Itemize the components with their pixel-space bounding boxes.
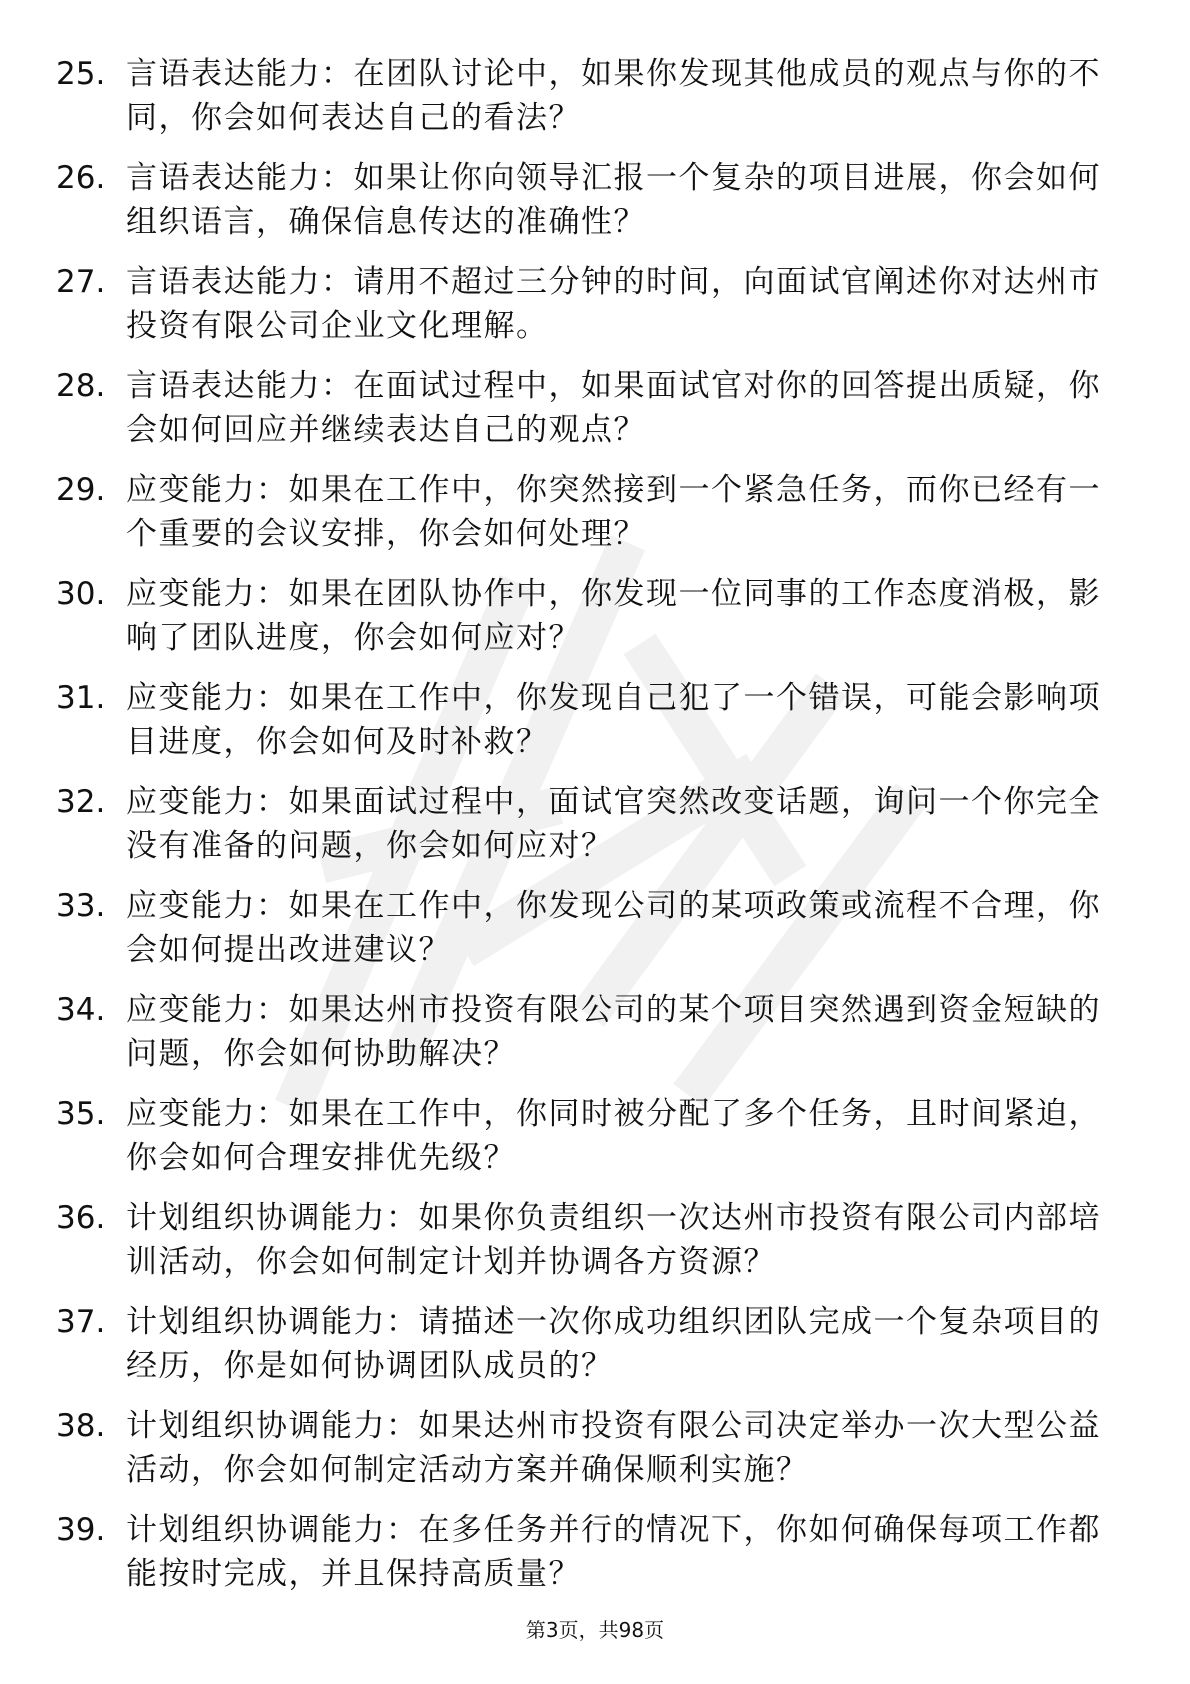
question-number: 25.	[56, 56, 106, 92]
question-text: 应变能力：如果在工作中，你同时被分配了多个任务，且时间紧迫，你会如何合理安排优先级？	[126, 1096, 1101, 1176]
question-number: 34.	[56, 992, 106, 1028]
question-item	[0, 52, 1190, 156]
question-item	[0, 572, 1190, 676]
question-number: 30.	[56, 576, 106, 612]
question-item	[0, 676, 1190, 780]
page-number-footer: 第3页，共98页	[525, 1618, 665, 1642]
question-text: 言语表达能力：请用不超过三分钟的时间，向面试官阐述你对达州市投资有限公司企业文化理解。	[126, 264, 1101, 344]
question-number: 32.	[56, 784, 106, 820]
question-number: 33.	[56, 888, 106, 924]
question-text: 言语表达能力：如果让你向领导汇报一个复杂的项目进展，你会如何组织语言，确保信息传达的准确性？	[126, 160, 1101, 240]
question-item	[0, 260, 1190, 364]
question-text: 言语表达能力：在团队讨论中，如果你发现其他成员的观点与你的不同，你会如何表达自己的看法？	[126, 56, 1101, 136]
question-item	[0, 156, 1190, 260]
question-text: 言语表达能力：在面试过程中，如果面试官对你的回答提出质疑，你会如何回应并继续表达自己的观点？	[126, 368, 1101, 448]
question-text: 应变能力：如果达州市投资有限公司的某个项目突然遇到资金短缺的问题，你会如何协助解决？	[126, 992, 1101, 1072]
question-text: 应变能力：如果在工作中，你突然接到一个紧急任务，而你已经有一个重要的会议安排，你会如何处理？	[126, 472, 1101, 552]
question-text: 计划组织协调能力：在多任务并行的情况下，你如何确保每项工作都能按时完成，并且保持高质量？	[126, 1512, 1101, 1592]
question-number: 26.	[56, 160, 106, 196]
question-text: 应变能力：如果在工作中，你发现自己犯了一个错误，可能会影响项目进度，你会如何及时补救？	[126, 680, 1101, 760]
question-text: 应变能力：如果在工作中，你发现公司的某项政策或流程不合理，你会如何提出改进建议？	[126, 888, 1101, 968]
question-number: 36.	[56, 1200, 106, 1236]
question-item	[0, 468, 1190, 572]
question-item	[0, 988, 1190, 1092]
question-item	[0, 780, 1190, 884]
question-number: 28.	[56, 368, 106, 404]
question-item	[0, 364, 1190, 468]
question-number: 35.	[56, 1096, 106, 1132]
question-text: 计划组织协调能力：请描述一次你成功组织团队完成一个复杂项目的经历，你是如何协调团队成员的？	[126, 1304, 1101, 1384]
question-number: 37.	[56, 1304, 106, 1340]
question-text: 应变能力：如果面试过程中，面试官突然改变话题，询问一个你完全没有准备的问题，你会如何应对？	[126, 784, 1101, 864]
question-item	[0, 1092, 1190, 1196]
question-number: 27.	[56, 264, 106, 300]
question-item	[0, 1196, 1190, 1300]
question-number: 39.	[56, 1512, 106, 1548]
question-text: 计划组织协调能力：如果达州市投资有限公司决定举办一次大型公益活动，你会如何制定活动方案并确保顺利实施？	[126, 1408, 1101, 1488]
question-number: 38.	[56, 1408, 106, 1444]
question-list	[0, 52, 1190, 1612]
question-item	[0, 884, 1190, 988]
question-number: 29.	[56, 472, 106, 508]
question-number: 31.	[56, 680, 106, 716]
question-item	[0, 1508, 1190, 1612]
question-text: 计划组织协调能力：如果你负责组织一次达州市投资有限公司内部培训活动，你会如何制定计划并协调各方资源？	[126, 1200, 1101, 1280]
question-item	[0, 1404, 1190, 1508]
question-item	[0, 1300, 1190, 1404]
question-text: 应变能力：如果在团队协作中，你发现一位同事的工作态度消极，影响了团队进度，你会如何应对？	[126, 576, 1101, 656]
